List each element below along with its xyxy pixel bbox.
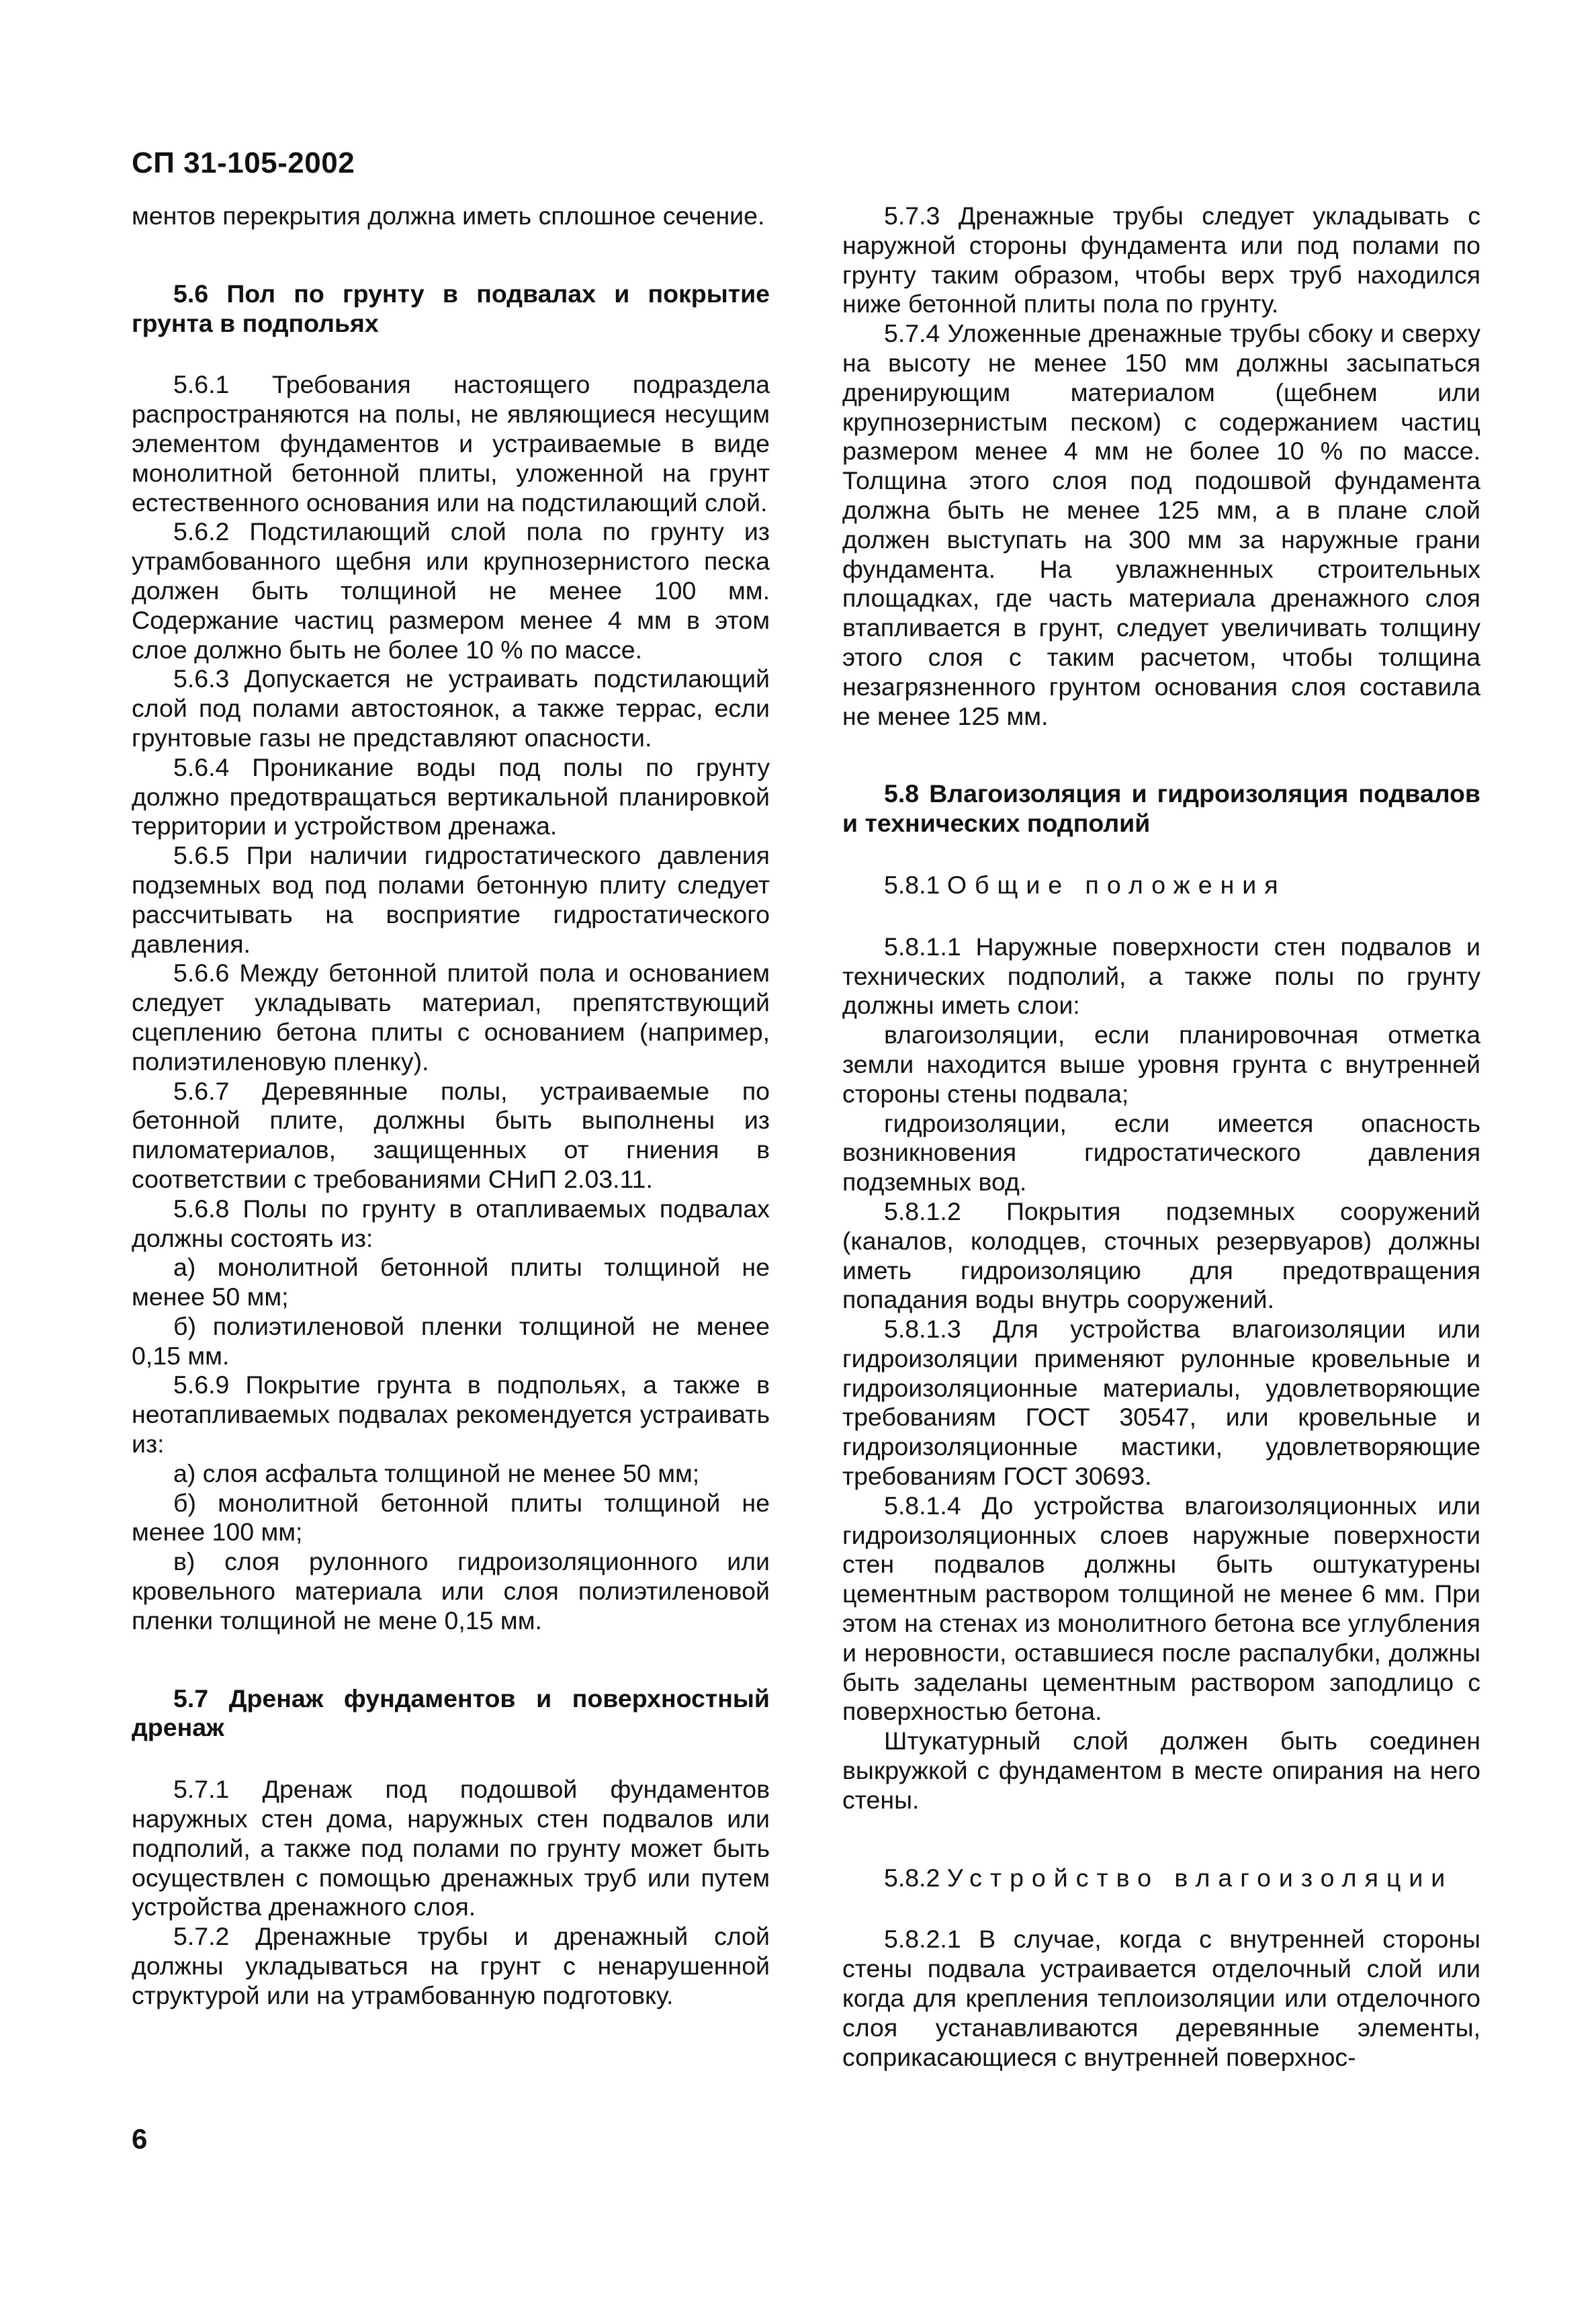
paragraph-continuation: ментов перекрытия должна иметь сплошное сечение. bbox=[132, 202, 765, 230]
paragraph-5-6-2: 5.6.2 Подстилающий слой пола по грунту из утрамбованного щебня или крупнозернистого песка должен быть толщиной не менее 100 мм. Содержание частиц размером менее 4 мм в этом слое должно быть не более 10 % по массе. bbox=[132, 517, 770, 664]
paragraph-5-8-1-4-b: Штукатурный слой должен быть соединен выкружкой с фундаментом в месте опирания на него стены. bbox=[842, 1727, 1480, 1814]
paragraph-5-6-9: 5.6.9 Покрытие грунта в подпольях, а также в неотапливаемых подвалах рекомендуется устраивать из: bbox=[132, 1371, 770, 1459]
section-heading-5-8: 5.8 Влагоизоляция и гидроизоляция подвалов и технических подполий bbox=[842, 779, 1480, 838]
paragraph-5-8-1-3: 5.8.1.3 Для устройства влагоизоляции или гидроизоляции применяют рулонные кровельные и гидроизоляционные материалы, удовлетворяющие требованиям ГОСТ 30547, или кровельные и гидроизоляционные мастики, удовлетворяющие требованиям ГОСТ 30693. bbox=[842, 1315, 1480, 1491]
subsection-title: Устройство влагоизоляции bbox=[946, 1863, 1454, 1892]
paragraph-5-7-4: 5.7.4 Уложенные дренажные трубы сбоку и сверху на высоту не менее 150 мм должны засыпаться дренирующим материалом (щебнем или крупнозернистым песком) с содержанием частиц размером менее 4 мм не более 10 % по массе. Толщина этого слоя под подошвой фундамента должна быть не менее 125 мм, а в плане слой должен выступать на 300 мм за наружные грани фундамента. На увлажненных строительных площадках, где часть материала дренажного слоя втапливается в грунт, следует увеличивать толщину этого слоя с таким расчетом, чтобы толщина незагрязненного грунтом основания слоя составила не менее 125 мм. bbox=[842, 319, 1480, 730]
paragraph-5-6-3: 5.6.3 Допускается не устраивать подстилающий слой под полами автостоянок, а также террас, если грунтовые газы не представляют опасности. bbox=[132, 664, 770, 752]
subsection-number: 5.8.2 bbox=[884, 1863, 940, 1892]
paragraph-5-6-8: 5.6.8 Полы по грунту в отапливаемых подвалах должны состоять из: bbox=[132, 1194, 770, 1252]
paragraph-5-8-1-2: 5.8.1.2 Покрытия подземных сооружений (каналов, колодцев, сточных резервуаров) должны иметь гидроизоляцию для предотвращения попадания воды внутрь сооружений. bbox=[842, 1197, 1480, 1314]
paragraph-5-8-1-4: 5.8.1.4 До устройства влагоизоляционных или гидроизоляционных слоев наружные поверхности стен подвалов должны быть оштукатурены цементным раствором толщиной не менее 6 мм. При этом на стенах из монолитного бетона все углубления и неровности, оставшиеся после распалубки, должны быть заделаны цементным раствором заподлицо с поверхностью бетона. bbox=[842, 1491, 1480, 1726]
list-item-5-6-9-c: в) слоя рулонного гидроизоляционного или кровельного материала или слоя полиэтиленовой пленки толщиной не мене 0,15 мм. bbox=[132, 1547, 770, 1635]
list-item-5-6-8-b: б) полиэтиленовой пленки толщиной не менее 0,15 мм. bbox=[132, 1311, 770, 1370]
paragraph-5-6-5: 5.6.5 При наличии гидростатического давления подземных вод под полами бетонную плиту следует рассчитывать на восприятие гидростатического давления. bbox=[132, 841, 770, 958]
left-column bbox=[132, 202, 770, 2011]
paragraph-5-6-4: 5.6.4 Проникание воды под полы по грунту должно предотвращаться вертикальной планировкой территории и устройством дренажа. bbox=[132, 752, 770, 840]
section-heading-5-6: 5.6 Пол по грунту в подвалах и покрытие грунта в подпольях bbox=[132, 279, 770, 337]
list-item-5-8-1-1-b: гидроизоляции, если имеется опасность возникновения гидростатического давления подземных вод. bbox=[842, 1109, 1480, 1197]
right-column bbox=[842, 202, 1480, 2072]
paragraph-5-7-2: 5.7.2 Дренажные трубы и дренажный слой должны укладываться на грунт с ненарушенной структурой или на утрамбованную подготовку. bbox=[132, 1922, 770, 2009]
list-item-5-6-9-a: а) слоя асфальта толщиной не менее 50 мм; bbox=[173, 1459, 700, 1487]
list-item-5-6-9-b: б) монолитной бетонной плиты толщиной не менее 100 мм; bbox=[132, 1488, 770, 1547]
page-number: 6 bbox=[132, 2123, 148, 2155]
list-item-5-6-8-a: а) монолитной бетонной плиты толщиной не менее 50 мм; bbox=[132, 1253, 770, 1311]
document-code-header: СП 31-105-2002 bbox=[132, 146, 355, 179]
paragraph-5-8-2-1: 5.8.2.1 В случае, когда с внутренней стороны стены подвала устраивается отделочный слой или когда для крепления теплоизоляции или отделочного слоя устанавливаются деревянные элементы, соприкасающиеся с внутренней поверхнос- bbox=[842, 1925, 1480, 2071]
list-item-5-8-1-1-a: влагоизоляции, если планировочная отметка земли находится выше уровня грунта с внутренней стороны стены подвала; bbox=[842, 1020, 1480, 1108]
subsection-heading-5-8-2 bbox=[842, 1864, 1480, 1893]
paragraph-5-6-7: 5.6.7 Деревянные полы, устраиваемые по бетонной плите, должны быть выполнены из пиломатериалов, защищенных от гниения в соответствии с требованиями СНиП 2.03.11. bbox=[132, 1076, 770, 1193]
paragraph-5-7-1: 5.7.1 Дренаж под подошвой фундаментов наружных стен дома, наружных стен подвалов или подполий, а также под полами по грунту может быть осуществлен с помощью дренажных труб или путем устройства дренажного слоя. bbox=[132, 1775, 770, 1921]
paragraph-5-6-6: 5.6.6 Между бетонной плитой пола и основанием следует укладывать материал, препятствующий сцеплению бетона плиты с основанием (например, полиэтиленовую пленку). bbox=[132, 959, 770, 1076]
subsection-number: 5.8.1 bbox=[884, 870, 940, 899]
section-heading-5-7: 5.7 Дренаж фундаментов и поверхностный дренаж bbox=[132, 1684, 770, 1742]
subsection-title: Общие положения bbox=[946, 870, 1286, 899]
paragraph-5-8-1-1: 5.8.1.1 Наружные поверхности стен подвалов и технических подполий, а также полы по грунту должны иметь слои: bbox=[842, 932, 1480, 1020]
paragraph-5-6-1: 5.6.1 Требования настоящего подраздела распространяются на полы, не являющиеся несущим элементом фундаментов и устраиваемые в виде монолитной бетонной плиты, уложенной на грунт естественного основания или на подстилающий слой. bbox=[132, 370, 770, 517]
subsection-heading-5-8-1 bbox=[842, 871, 1480, 900]
paragraph-5-7-3: 5.7.3 Дренажные трубы следует укладывать с наружной стороны фундамента или под полами по грунту таким образом, чтобы верх труб находился ниже бетонной плиты пола по грунту. bbox=[842, 202, 1480, 318]
